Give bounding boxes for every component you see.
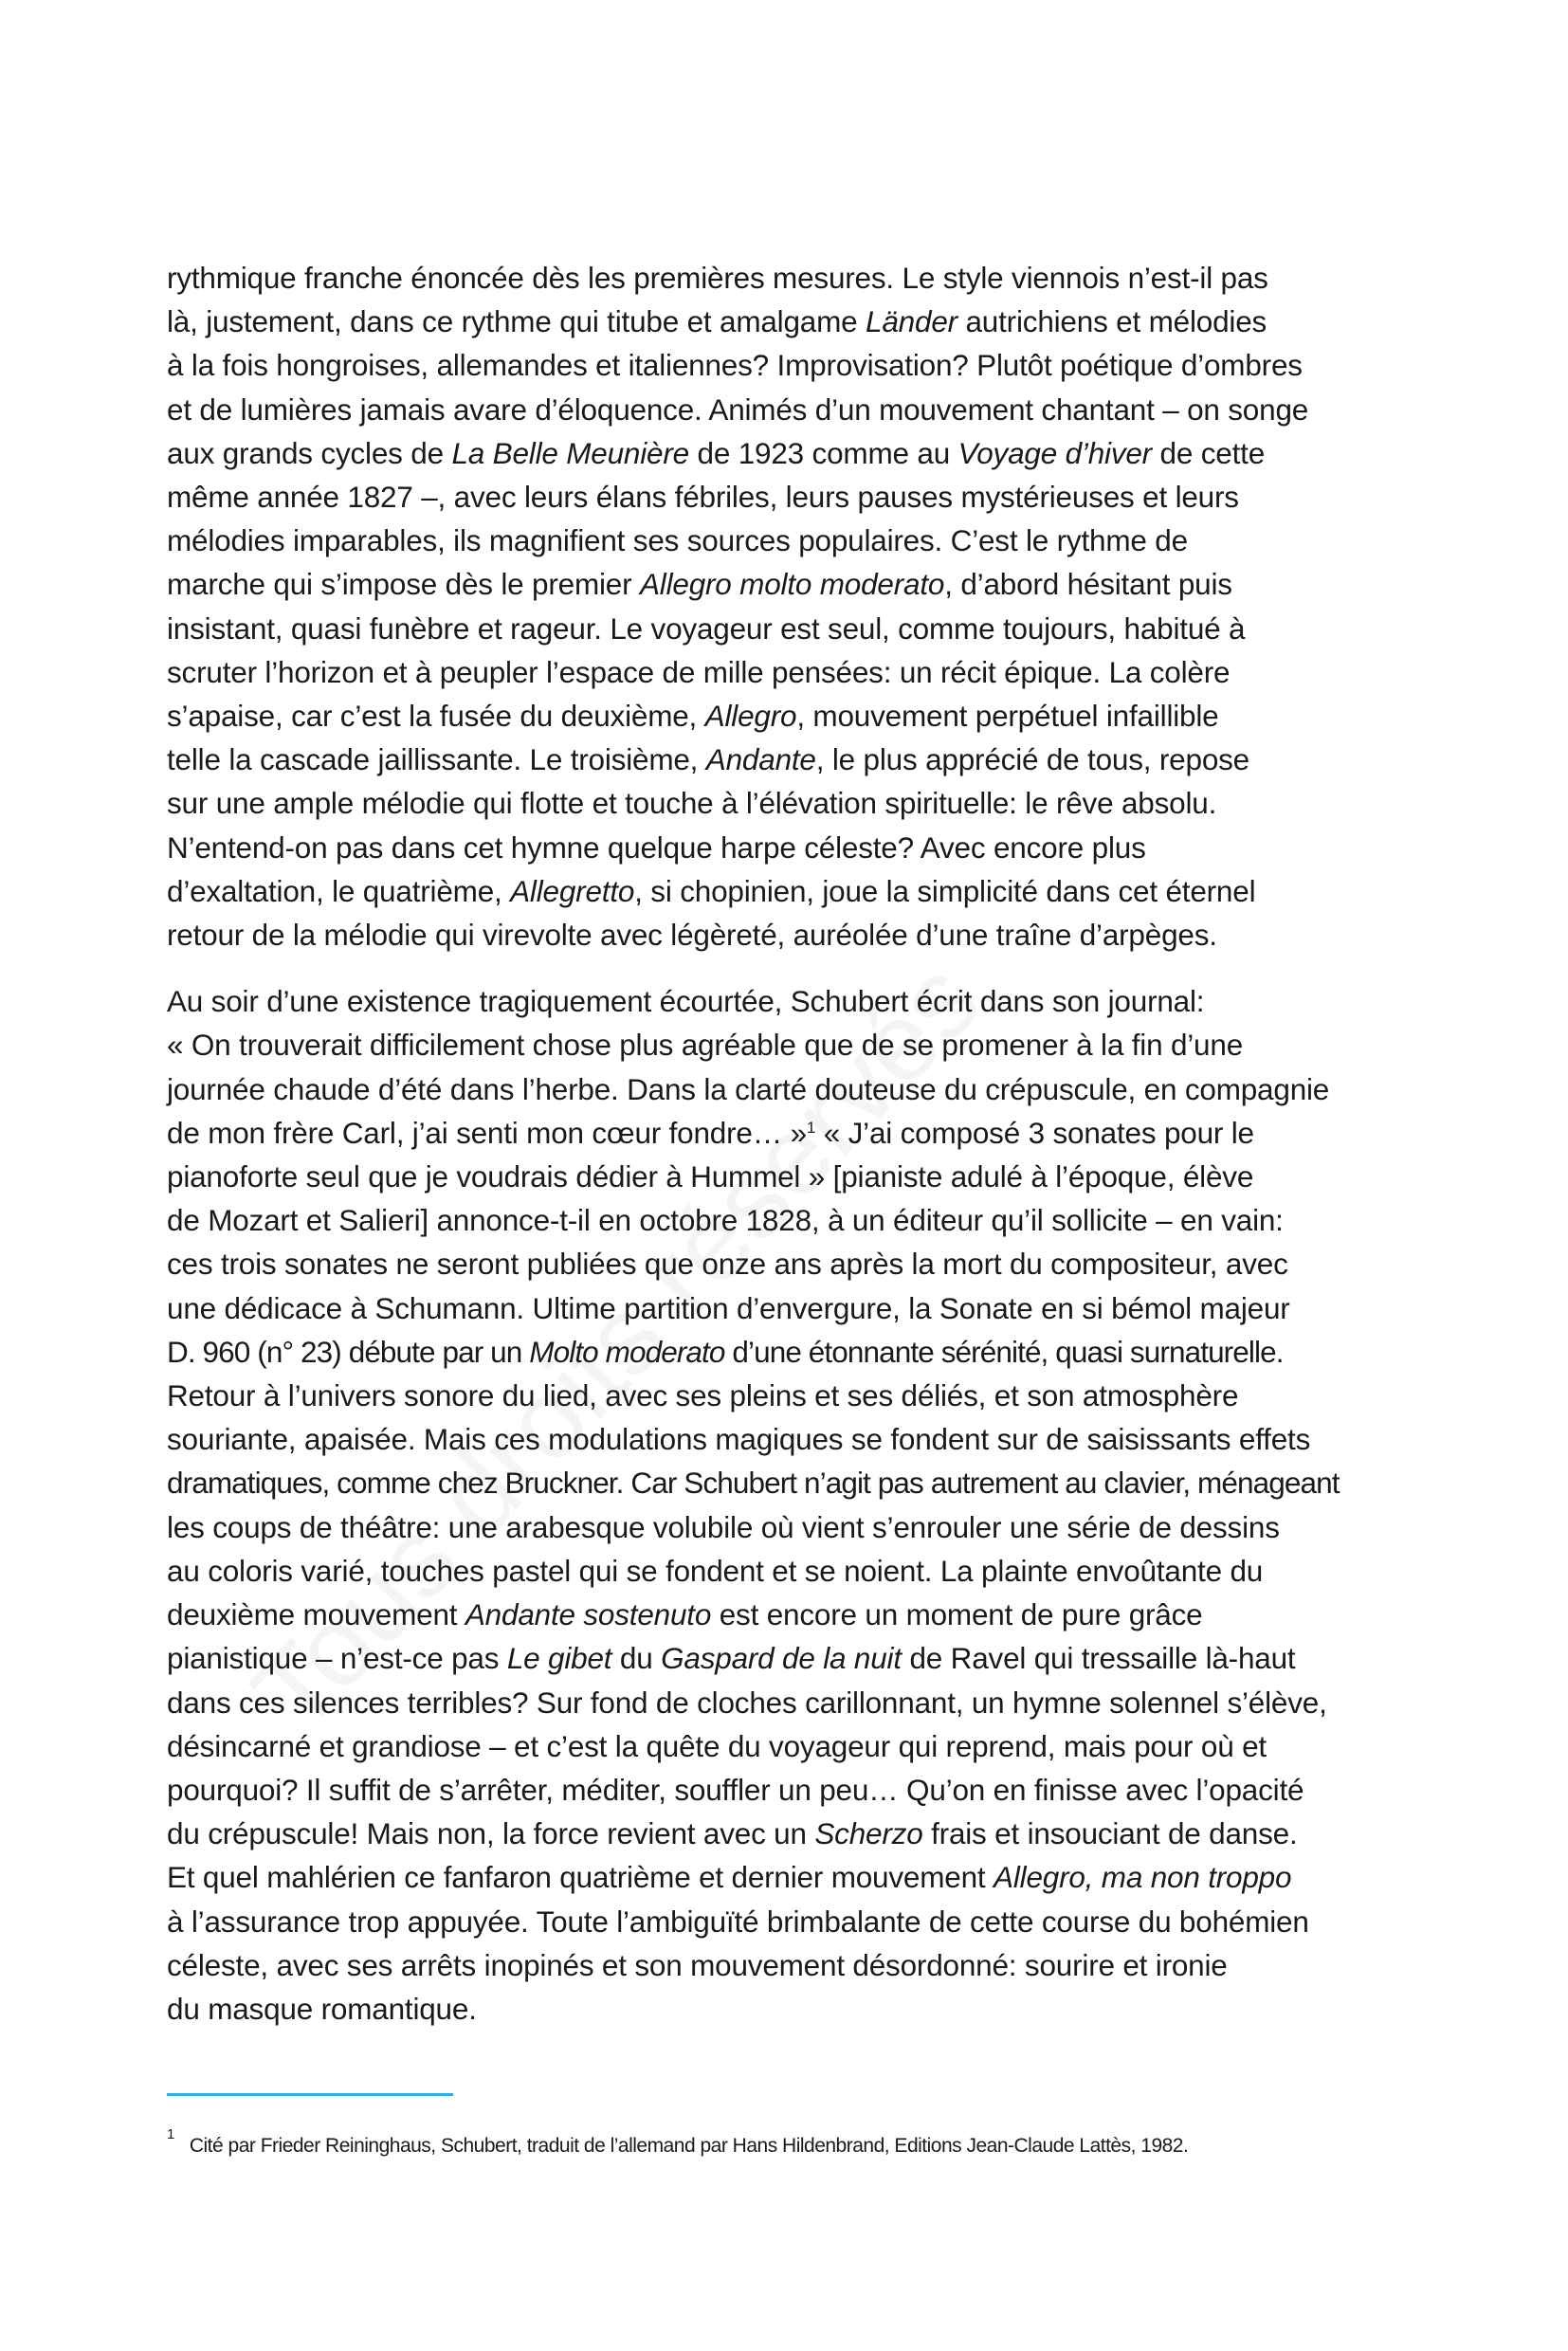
footnote: [167, 2127, 1418, 2160]
text-line: N’entend-on pas dans cet hymne quelque harpe céleste? Avec encore plus: [167, 829, 1146, 865]
footnote-reference[interactable]: 1: [806, 1118, 816, 1137]
body-text: [167, 256, 1399, 2031]
text-line: retour de la mélodie qui virevolte avec légèreté, auréolée d’une traîne d’arpèges.: [167, 918, 1217, 953]
text-line: insistant, quasi funèbre et rageur. Le voyageur est seul, comme toujours, habitué à: [167, 611, 1246, 646]
text-line: Retour à l’univers sonore du lied, avec ses pleins et ses déliés, et son atmosphère: [167, 1378, 1239, 1413]
italic-title: Allegro, ma non troppo: [994, 1860, 1292, 1895]
text-line: dramatiques, comme chez Bruckner. Car Schubert n’agit pas autrement au clavier, ménageant: [167, 1466, 1340, 1501]
text-line: désincarné et grandiose – et c’est la quête du voyageur qui reprend, mais pour où et: [167, 1728, 1267, 1763]
text-line: là, justement, dans ce rythme qui titube et amalgame Länder autrichiens et mélodies: [167, 304, 1267, 339]
text-line: marche qui s’impose dès le premier Allegro molto moderato, d’abord hésitant puis: [167, 567, 1232, 602]
text-line: Et quel mahlérien ce fanfaron quatrième et dernier mouvement Allegro, ma non troppo: [167, 1860, 1292, 1895]
text-line: même année 1827 –, avec leurs élans fébriles, leurs pauses mystérieuses et leurs: [167, 480, 1239, 515]
italic-title: La Belle Meunière: [451, 435, 689, 470]
italic-title: Allegro molto moderato: [639, 567, 945, 602]
paragraph-1: [167, 256, 1399, 957]
text-line: souriante, apaisée. Mais ces modulations magiques se fondent sur de saisissants effets: [167, 1422, 1311, 1457]
text-line: à l’assurance trop appuyée. Toute l’ambiguïté brimbalante de cette course du bohémien: [167, 1904, 1309, 1939]
text-line: du masque romantique.: [167, 1991, 477, 2026]
text-line: sur une ample mélodie qui flotte et touche à l’élévation spirituelle: le rêve absolu.: [167, 786, 1217, 821]
text-line: scruter l’horizon et à peupler l’espace de mille pensées: un récit épique. La colère: [167, 654, 1231, 689]
text-line: et de lumières jamais avare d’éloquence. Animés d’un mouvement chantant – on songe: [167, 392, 1309, 427]
italic-title: Allegretto: [510, 873, 635, 908]
text-line: du crépuscule! Mais non, la force revient avec un Scherzo frais et insouciant de danse.: [167, 1816, 1298, 1851]
text-line: « On trouverait difficilement chose plus agréable que de se promener à la fin d’une: [167, 1028, 1244, 1063]
text-line: les coups de théâtre: une arabesque volubile où vient s’enrouler une série de dessins: [167, 1509, 1280, 1544]
text-line: journée chaude d’été dans l’herbe. Dans la clarté douteuse du crépuscule, en compagnie: [167, 1071, 1330, 1106]
text-line: une dédicace à Schumann. Ultime partition d’envergure, la Sonate en si bémol majeur: [167, 1290, 1290, 1325]
paragraph-2: [167, 979, 1399, 2031]
footnote-rule: [167, 2093, 453, 2096]
italic-title: Länder: [866, 304, 957, 339]
italic-title: Scherzo: [814, 1816, 923, 1851]
text-line: mélodies imparables, ils magnifient ses sources populaires. C’est le rythme de: [167, 523, 1188, 558]
text-line: au coloris varié, touches pastel qui se fondent et se noient. La plainte envoûtante du: [167, 1553, 1264, 1588]
text-line: pianistique – n’est-ce pas Le gibet du Gaspard de la nuit de Ravel qui tressaille là-haut: [167, 1641, 1296, 1676]
italic-title: Andante: [705, 742, 816, 777]
text-line: deuxième mouvement Andante sostenuto est encore un moment de pure grâce: [167, 1597, 1203, 1632]
italic-title: Molto moderato: [529, 1334, 725, 1369]
italic-title: Le gibet: [506, 1641, 612, 1676]
text-line: D. 960 (n° 23) débute par un Molto moderato d’une étonnante sérénité, quasi surnaturelle.: [167, 1334, 1284, 1369]
italic-title: Andante sostenuto: [465, 1597, 712, 1632]
text-line: céleste, avec ses arrêts inopinés et son mouvement désordonné: sourire et ironie: [167, 1947, 1228, 1982]
footnote-text: Cité par Frieder Reininghaus, Schubert, traduit de l’allemand par Hans Hildenbrand, Editions Jean-Claude Lattès, 1982.: [189, 2135, 1189, 2157]
footnote-number: 1: [167, 2126, 174, 2142]
text-line: de mon frère Carl, j’ai senti mon cœur fondre… »$^1$ « J’ai composé 3 sonates pour le: [167, 1115, 1254, 1150]
text-line: de Mozart et Salieri] annonce-t-il en octobre 1828, à un éditeur qu’il sollicite – en vain:: [167, 1203, 1284, 1238]
text-line: pianoforte seul que je voudrais dédier à Hummel » [pianiste adulé à l’époque, élève: [167, 1159, 1254, 1194]
text-line: rythmique franche énoncée dès les premières mesures. Le style viennois n’est-il pas: [167, 261, 1268, 295]
text-line: aux grands cycles de La Belle Meunière de 1923 comme au Voyage d’hiver de cette: [167, 435, 1266, 470]
italic-title: Voyage d’hiver: [957, 435, 1152, 470]
italic-title: Allegro: [704, 699, 797, 734]
text-line: ces trois sonates ne seront publiées que onze ans après la mort du compositeur, avec: [167, 1247, 1288, 1282]
text-line: pourquoi? Il suffit de s’arrêter, méditer, souffler un peu… Qu’on en finisse avec l’opacité: [167, 1772, 1304, 1807]
text-line: dans ces silences terribles? Sur fond de cloches carillonnant, un hymne solennel s’élève,: [167, 1685, 1327, 1720]
text-line: s’apaise, car c’est la fusée du deuxième, Allegro, mouvement perpétuel infaillible: [167, 699, 1219, 734]
text-line: à la fois hongroises, allemandes et italiennes? Improvisation? Plutôt poétique d’ombres: [167, 348, 1303, 383]
text-line: Au soir d’une existence tragiquement écourtée, Schubert écrit dans son journal:: [167, 984, 1205, 1019]
text-line: telle la cascade jaillissante. Le troisième, Andante, le plus apprécié de tous, repose: [167, 742, 1250, 777]
italic-title: Gaspard de la nuit: [661, 1641, 902, 1676]
text-line: d’exaltation, le quatrième, Allegretto, si chopinien, joue la simplicité dans cet éternel: [167, 873, 1256, 908]
